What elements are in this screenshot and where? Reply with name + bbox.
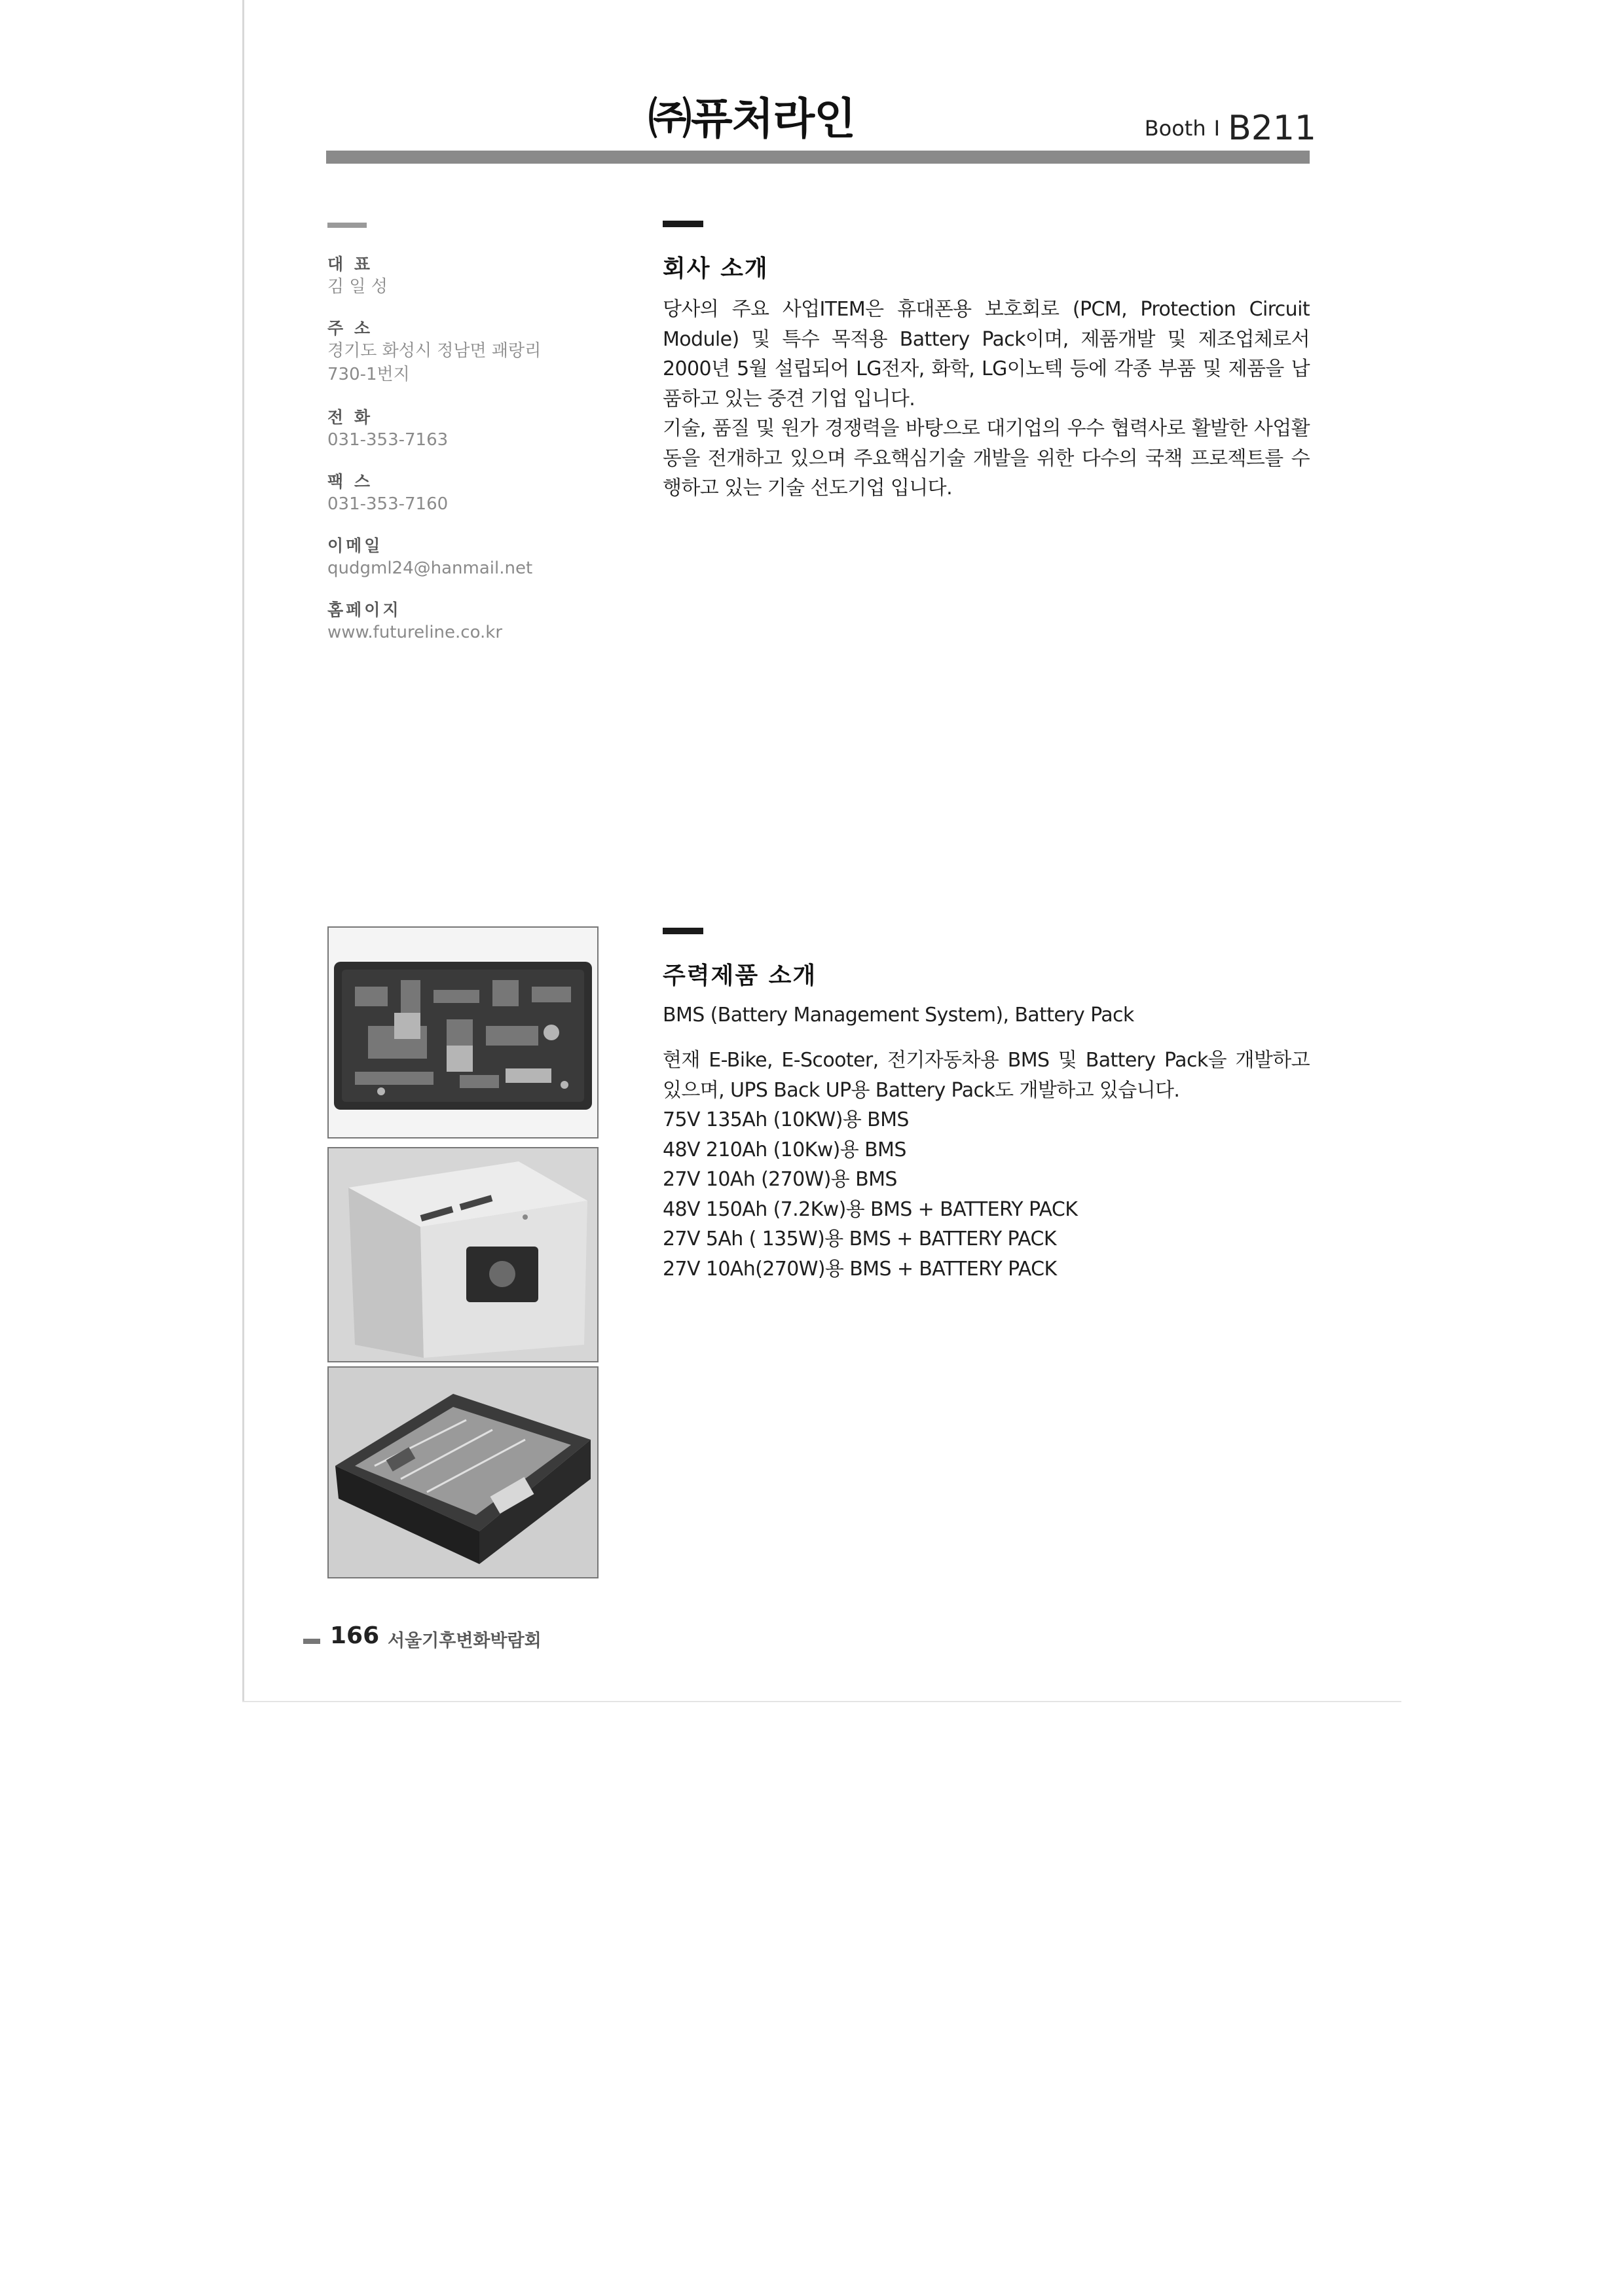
booth-separator: I [1213,116,1221,141]
address-line-2: 730-1번지 [327,365,410,384]
company-intro-body [663,295,1310,503]
booth-label: Booth [1144,116,1206,141]
fax-value: 031-353-7160 [327,494,449,514]
contact-address [327,316,541,386]
product-item: 75V 135Ah (10KW)용 BMS [663,1108,909,1131]
contact-homepage [327,597,502,644]
page-number: 166 [330,1622,380,1649]
ceo-value: 김 일 성 [327,277,388,297]
products-body [663,1046,1310,1284]
header-rule [326,151,1310,164]
contact-phone [327,405,448,452]
product-item: 27V 5Ah ( 135W)용 BMS + BATTERY PACK [663,1228,1056,1250]
homepage-value: www.futureline.co.kr [327,623,503,642]
company-name: ㈜퓨처라인 [648,94,856,144]
product-item: 48V 210Ah (10Kw)용 BMS [663,1138,906,1161]
product-item: 48V 150Ah (7.2Kw)용 BMS + BATTERY PACK [663,1197,1078,1221]
section-marker [663,928,703,934]
phone-label: 전 화 [327,408,373,427]
contact-fax [327,469,448,516]
products-subtitle: BMS (Battery Management System), Battery Pack [663,1004,1134,1027]
scan-page-edge [242,0,244,1702]
products-title: 주력제품 소개 [663,962,817,989]
homepage-label: 홈페이지 [327,600,401,619]
battery-pack-image [329,1148,597,1361]
phone-value: 031-353-7163 [327,430,449,450]
battery-case-image [329,1368,597,1577]
address-label: 주 소 [327,319,373,338]
circuit-board-image [329,928,597,1137]
email-label: 이메일 [327,536,383,555]
fax-label: 팩 스 [327,472,373,491]
company-intro-title: 회사 소개 [663,255,769,282]
ceo-label: 대 표 [327,255,373,274]
contact-ceo [327,251,388,299]
company-intro-paragraph-1: 당사의 주요 사업ITEM은 휴대폰용 보호회로 (PCM, Protection Circuit Module) 및 특수 목적용 Battery Pack이며, 제품개발 및 제조업체로서 2000년 5월 설립되어 LG전자, 화학, LG이노텍 등에 각종 부품 및 제품을 납품하고 있는 중견 기업 입니다. [663,298,1310,410]
company-intro-paragraph-2: 기술, 품질 및 원가 경쟁력을 바탕으로 대기업의 우수 협력사로 활발한 사업활동을 전개하고 있으며 주요핵심기술 개발을 위한 다수의 국책 프로젝트를 수행하고 있는 기술 선도기업 입니다. [663,417,1310,500]
folio-dash [303,1639,320,1644]
booth-code: B211 [1228,109,1316,148]
product-photo-battery-case [327,1366,599,1578]
sidebar-marker [327,223,367,228]
scan-bottom-edge [242,1701,1401,1702]
products-description: 현재 E-Bike, E-Scooter, 전기자동차용 BMS 및 Battery Pack을 개발하고 있으며, UPS Back UP용 Battery Pack도 개발하고 있습니다. [663,1049,1310,1102]
product-photo-battery-pack [327,1147,599,1362]
email-value: qudgml24@hanmail.net [327,558,533,578]
address-line-1: 경기도 화성시 정남면 괘랑리 [327,341,542,361]
product-item: 27V 10Ah(270W)용 BMS + BATTERY PACK [663,1257,1057,1281]
booth-info [1144,105,1316,148]
contact-email [327,533,532,580]
product-item: 27V 10Ah (270W)용 BMS [663,1168,897,1191]
publication-title: 서울기후변화박람회 [388,1631,542,1651]
section-marker [663,221,703,227]
product-photo-bms-board [327,926,599,1139]
